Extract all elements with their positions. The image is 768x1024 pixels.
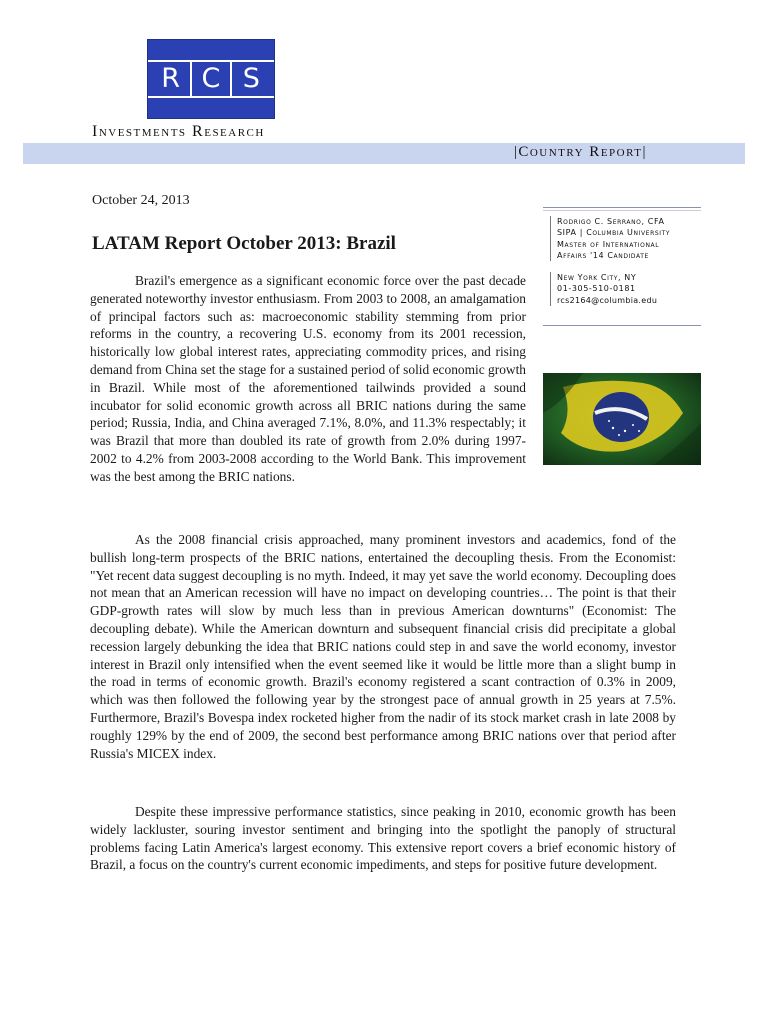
rcs-logo bbox=[147, 39, 275, 119]
author-program: Master of International bbox=[557, 239, 660, 249]
author-email[interactable]: rcs2164@columbia.edu bbox=[557, 295, 658, 305]
author-contact bbox=[550, 272, 657, 306]
logo-letter-r: R bbox=[161, 63, 180, 94]
brazil-flag-image bbox=[543, 373, 701, 465]
logo-divider bbox=[230, 62, 232, 96]
logo-mark bbox=[148, 60, 274, 98]
report-date: October 24, 2013 bbox=[92, 193, 190, 208]
card-top-rule-light bbox=[543, 210, 701, 211]
card-top-rule bbox=[543, 207, 701, 208]
brand-name: Investments Research bbox=[92, 123, 265, 140]
header-band bbox=[23, 143, 745, 164]
logo-letter-c: C bbox=[201, 63, 221, 94]
paragraph-intro: Brazil's emergence as a significant economic force over the past decade generated noteworthy investor enthusiasm. From 2003 to 2008, an amalgamation of principal factors such as: macroeconomic stability stemming from prior reforms in the country, a recovering U.S. economy from its 2001 recession, historically low global interest rates, appreciating commodity prices, and rising demand from China set the stage for a sustained period of solid economic growth in Brazil. While most of the aforementioned tailwinds provided a sound incubator for solid economic growth across all BRIC nations during the same period; Russia, India, and China averaged 7.1%, 8.0%, and 11.3% respectably; it was Brazil that more than doubled its rate of growth from 2.0% during 1997-2002 to 4.2% from 2003-2008 according to the World Bank. This improvement was the best among the BRIC nations. bbox=[90, 273, 526, 484]
paragraph-decoupling: As the 2008 financial crisis approached, many prominent investors and academics, fond of the bullish long-term prospects of the BRIC nations, entertained the decoupling thesis. From the Economist: "Yet recent data suggest decoupling is no myth. Indeed, it may yet save the world economy. Decoupling does not mean that an American recession will have no impact on developing countries… The point is that their GDP-growth rates will slow by much less than in previous American downturns" (Economist: The decoupling debate). While the American downturn and subsequent financial crisis did precipitate a global recession largely debunking the idea that BRIC nations could step in and save the world economy, investor interest in Brazil only intensified when the event seemed like it would be little more than a slight bump in the road in terms of economic growth. Brazil's economy registered a scant contraction of 0.3% in 2009, which was then followed the following year by the strongest pace of annual growth in 25 years at 7.5%. Furthermore, Brazil's Bovespa index rocketed higher from the nadir of its stock market crash in late 2008 by roughly 129% by the end of 2009, the second best performance among BRIC nations over that period after Russia's MICEX index. bbox=[90, 532, 676, 761]
author-name: Rodrigo C. Serrano, CFA bbox=[557, 217, 665, 226]
logo-letter-s: S bbox=[242, 63, 260, 94]
brazil-flag-graphic bbox=[543, 373, 701, 465]
author-school: SIPA | Columbia University bbox=[557, 228, 671, 238]
author-location: New York City, NY bbox=[557, 273, 637, 282]
author-card bbox=[543, 207, 701, 325]
paragraph-outlook: Despite these impressive performance statistics, since peaking in 2010, economic growth has been widely lackluster, souring investor sentiment and bringing into the spotlight the panoply of structural problems facing Latin America's largest economy. This extensive report covers a brief economic history of Brazil, a focus on the country's current economic impediments, and steps for positive future development. bbox=[90, 804, 676, 873]
author-candidacy: Affairs '14 Candidate bbox=[557, 250, 649, 260]
logo-divider bbox=[190, 62, 192, 96]
author-phone: 01-305-510-0181 bbox=[557, 284, 636, 294]
card-bottom-rule bbox=[543, 325, 701, 326]
author-details bbox=[550, 216, 670, 261]
report-title: LATAM Report October 2013: Brazil bbox=[92, 233, 396, 254]
report-type-label: |Country Report| bbox=[513, 144, 647, 160]
